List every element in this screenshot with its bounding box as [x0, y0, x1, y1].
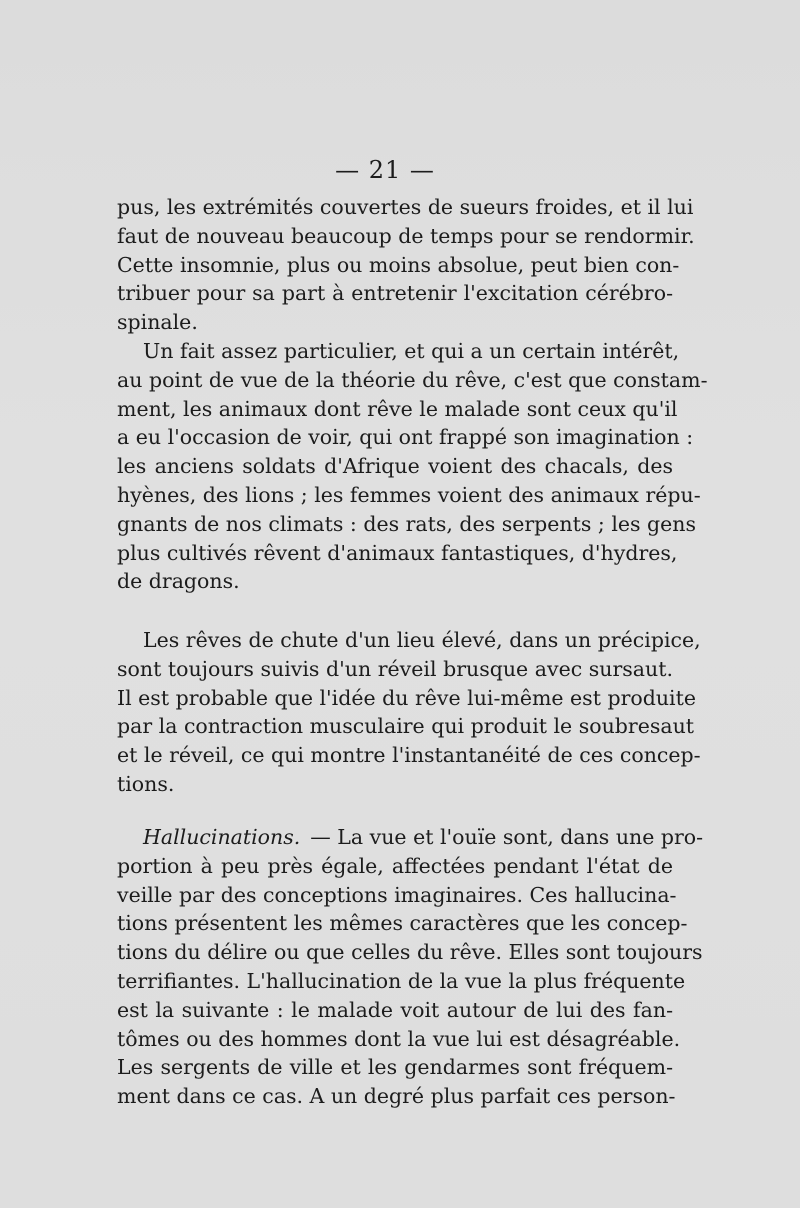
text-line: hyènes, des lions ; les femmes voient des animaux répu-: [117, 482, 701, 507]
text-line: faut de nouveau beaucoup de temps pour se rendormir.: [117, 223, 695, 248]
text-line: gnants de nos climats : des rats, des serpents ; les gens: [117, 511, 697, 536]
text-line: terrifiantes. L'hallucination de la vue la plus fréquente: [117, 968, 686, 993]
paragraph-hallucinations: [117, 823, 704, 1111]
text-line: par la contraction musculaire qui produit le soubresaut: [117, 714, 695, 739]
paragraph-1: [117, 193, 708, 596]
text-line: de dragons.: [117, 569, 240, 594]
text-line: Il est probable que l'idée du rêve lui-même est produite: [117, 685, 696, 710]
text-line: tions.: [117, 771, 175, 796]
text-line: tribuer pour sa part à entretenir l'excitation cérébro-: [117, 281, 673, 306]
text-line: Les rêves de chute d'un lieu élevé, dans un précipice,: [143, 628, 701, 652]
text-line: Cette insomnie, plus ou moins absolue, peut bien con-: [117, 252, 680, 277]
text-line-rest: — La vue et l'ouïe sont, dans une pro-: [310, 825, 704, 849]
paragraph-3: [117, 626, 701, 799]
text-line: Les sergents de ville et les gendarmes sont fréquem-: [117, 1055, 673, 1080]
text-line: tômes ou des hommes dont la vue lui est désagréable.: [117, 1026, 681, 1051]
text-line: ment dans ce cas. A un degré plus parfait ces person-: [117, 1084, 676, 1109]
text-line: Un fait assez particulier, et qui a un certain intérêt,: [143, 338, 680, 363]
text-line: sont toujours suivis d'un réveil brusque avec sursaut.: [117, 656, 673, 681]
text-line: au point de vue de la théorie du rêve, c'est que constam-: [117, 367, 708, 392]
section-heading: Hallucinations.: [143, 825, 301, 849]
text-line: pus, les extrémités couvertes de sueurs froides, et il lui: [117, 195, 694, 219]
text-line: les anciens soldats d'Afrique voient des chacals, des: [117, 454, 673, 479]
text-line: veille par des conceptions imaginaires. Ces hallucina-: [117, 882, 677, 907]
text-line: ment, les animaux dont rêve le malade sont ceux qu'il: [117, 396, 678, 421]
page-number: — 21 —: [335, 156, 435, 184]
text-line: plus cultivés rêvent d'animaux fantastiques, d'hydres,: [117, 540, 678, 565]
text-line: et le réveil, ce qui montre l'instantanéité de ces concep-: [117, 743, 701, 768]
text-line: spinale.: [117, 310, 198, 335]
text-line: [117, 823, 704, 852]
text-line: a eu l'occasion de voir, qui ont frappé son imagination :: [117, 425, 694, 450]
text-line: tions du délire ou que celles du rêve. Elles sont toujours: [117, 940, 703, 965]
text-line: portion à peu près égale, affectées pendant l'état de: [117, 853, 673, 878]
text-line: tions présentent les mêmes caractères que les concep-: [117, 911, 688, 936]
text-line: est la suivante : le malade voit autour de lui des fan-: [117, 997, 673, 1022]
